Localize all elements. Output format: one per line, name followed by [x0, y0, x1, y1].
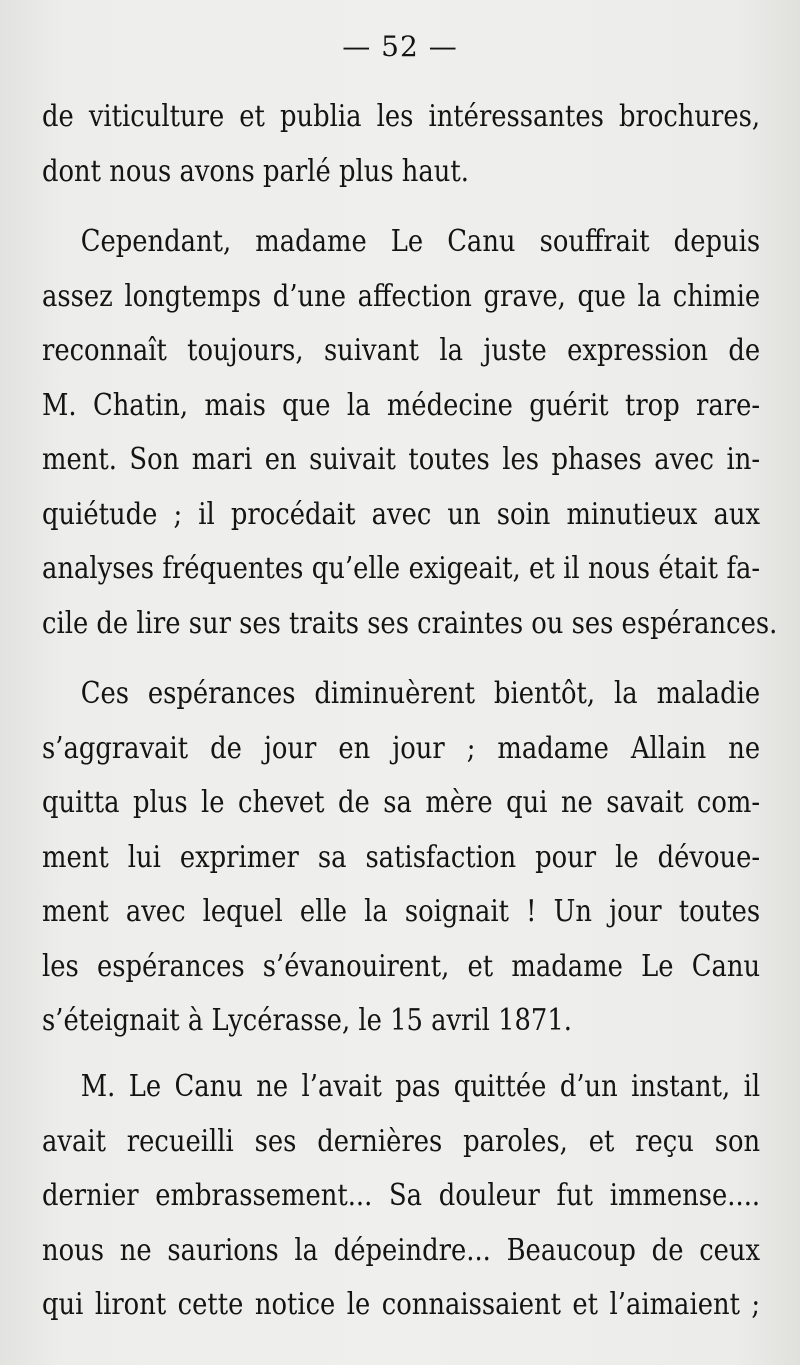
- text-line: s’aggravait de jour en jour ; madame Allain ne: [42, 730, 761, 766]
- text-line: dont nous avons parlé plus haut.: [42, 153, 469, 189]
- paragraph-4: [42, 1060, 760, 1333]
- text-line: ment avec lequel elle la soignait ! Un jour toutes: [42, 894, 761, 929]
- text-line: nous ne saurions la dépeindre... Beaucoup de ceux: [42, 1232, 761, 1268]
- text-line: quiétude ; il procédait avec un soin minutieux aux: [42, 496, 761, 532]
- text-line: dernier embrassement... Sa douleur fut immense....: [42, 1178, 761, 1213]
- text-line: ment. Son mari en suivait toutes les phases avec in-: [42, 442, 761, 477]
- text-line: de viticulture et publia les intéressantes brochures,: [42, 99, 761, 134]
- page-number: — 52 —: [342, 30, 458, 63]
- text-line: qui liront cette notice le connaissaient et l’aimaient ;: [42, 1287, 761, 1322]
- paragraph-2: [42, 215, 778, 651]
- paragraph-3: [42, 667, 760, 1049]
- text-line: assez longtemps d’une affection grave, que la chimie: [42, 278, 761, 314]
- text-line: Cependant, madame Le Canu souffrait depuis: [80, 224, 761, 259]
- text-line: reconnaît toujours, suivant la juste expression de: [42, 333, 761, 368]
- text-line: ment lui exprimer sa satisfaction pour le dévoue-: [42, 839, 761, 875]
- text-line: cile de lire sur ses traits ses craintes ou ses espérances.: [42, 605, 778, 641]
- text-line: quitta plus le chevet de sa mère qui ne savait com-: [42, 785, 761, 820]
- text-line: avait recueilli ses dernières paroles, et reçu son: [42, 1123, 761, 1159]
- text-line: M. Le Canu ne l’avait pas quittée d’un instant, il: [80, 1069, 761, 1104]
- paragraph-1: [42, 90, 760, 199]
- text-line: Ces espérances diminuèrent bientôt, la maladie: [80, 676, 761, 711]
- text-line: M. Chatin, mais que la médecine guérit trop rare-: [42, 387, 761, 423]
- text-line: analyses fréquentes qu’elle exigeait, et il nous était fa-: [42, 551, 761, 586]
- text-line: s’éteignait à Lycérasse, le 15 avril 1871.: [42, 1003, 572, 1038]
- text-line: les espérances s’évanouirent, et madame Le Canu: [42, 948, 761, 984]
